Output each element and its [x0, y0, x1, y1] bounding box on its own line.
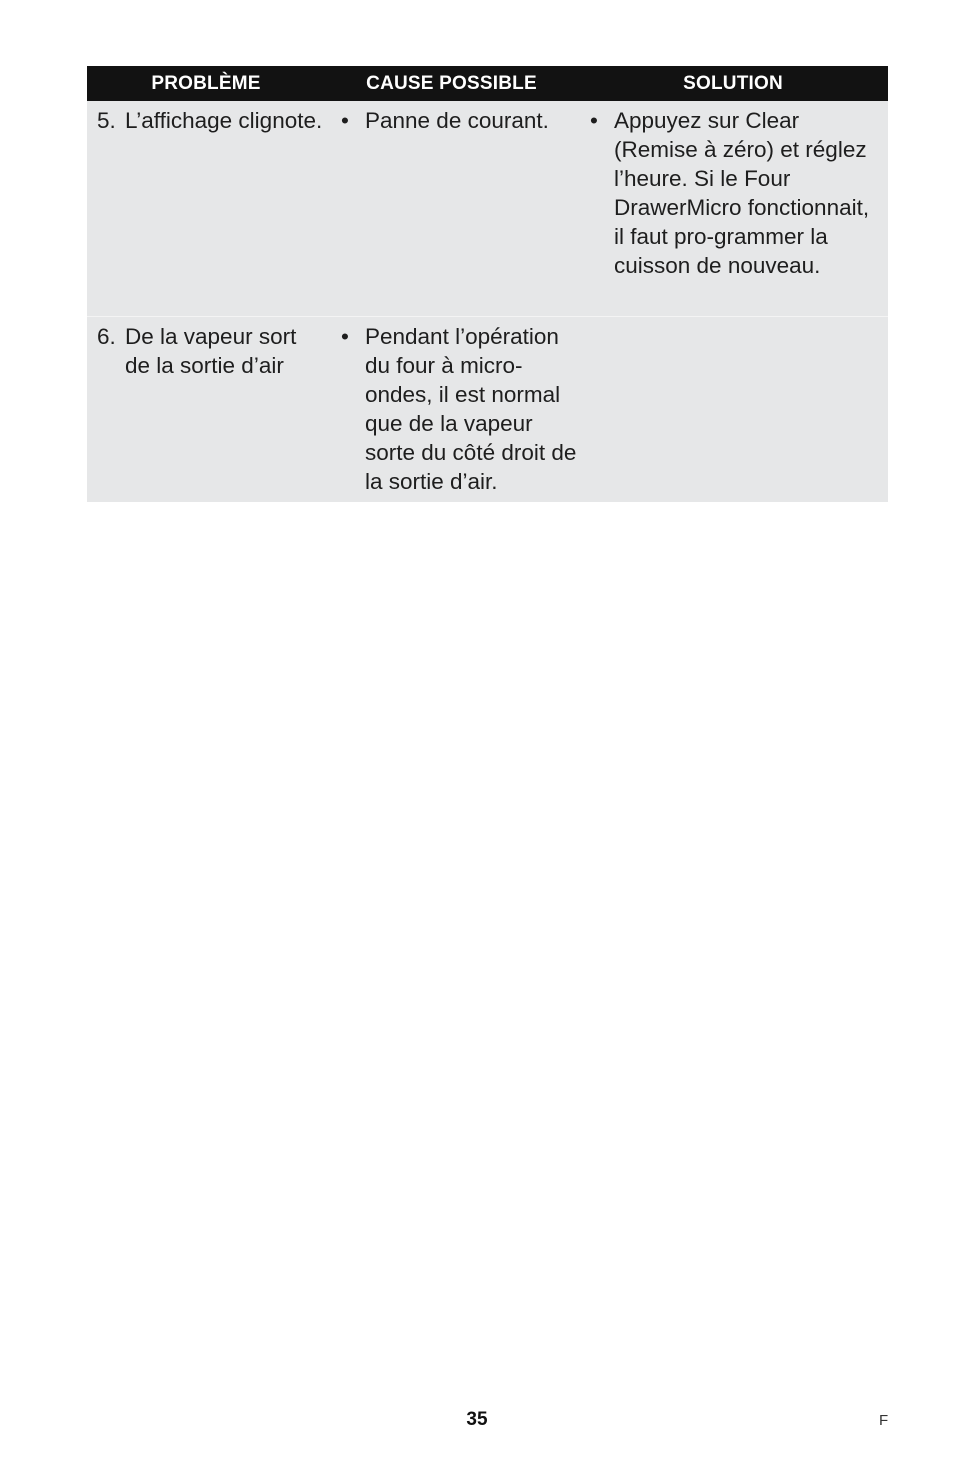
problem-cell — [87, 317, 325, 502]
header-solution: SOLUTION — [683, 72, 783, 94]
bullet-icon: • — [590, 108, 598, 133]
cause-text: Panne de courant. — [365, 108, 549, 133]
table-header-row — [87, 66, 888, 101]
cause-text: Pendant l’opération du four à micro-ondes, il est normal que de la vapeur sorte du côté droit de la sortie d’air. — [365, 324, 577, 494]
bullet-icon: • — [341, 324, 349, 349]
bullet-icon: • — [341, 108, 349, 133]
page-number: 35 — [466, 1409, 488, 1430]
problem-text: L’affichage clignote. — [125, 108, 323, 133]
header-probleme: PROBLÈME — [151, 72, 261, 94]
cause-cell — [325, 317, 578, 502]
table-row — [87, 101, 888, 316]
table-row — [87, 316, 888, 502]
header-cause-possible: CAUSE POSSIBLE — [366, 72, 537, 94]
solution-cell — [578, 101, 888, 316]
problem-number: 6. — [97, 324, 116, 349]
problem-number: 5. — [97, 108, 116, 133]
troubleshooting-table — [87, 66, 888, 502]
language-marker: F — [879, 1412, 889, 1429]
solution-cell — [578, 317, 888, 502]
cause-cell — [325, 101, 578, 316]
problem-text: De la vapeur sort de la sortie d’air — [125, 324, 297, 378]
problem-cell — [87, 101, 325, 316]
solution-text: Appuyez sur Clear (Remise à zéro) et réglez l’heure. Si le Four DrawerMicro fonctionnait, il faut pro-grammer la cuisson de nouveau. — [614, 108, 870, 278]
